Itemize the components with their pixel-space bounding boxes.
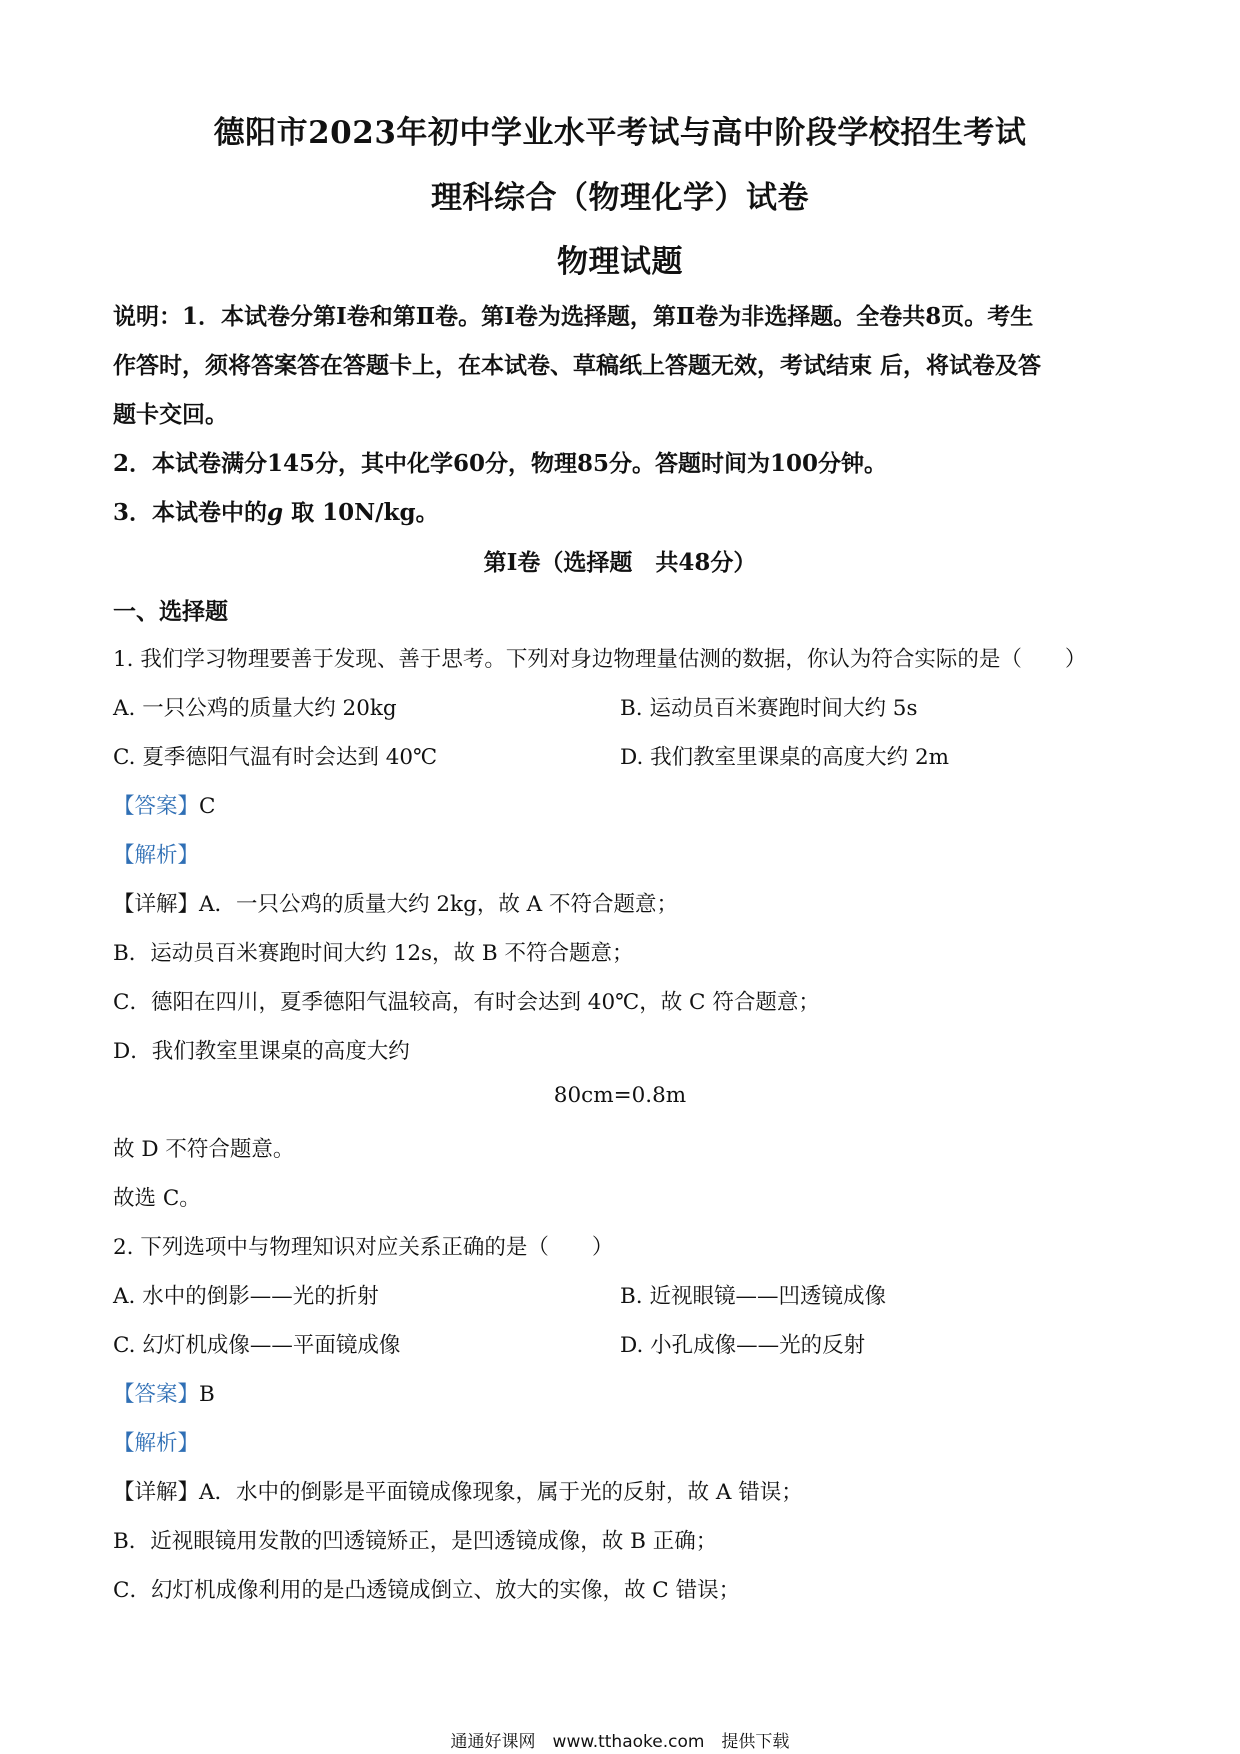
instruction-line-1: 说明：1．本试卷分第Ⅰ卷和第Ⅱ卷。第Ⅰ卷为选择题，第Ⅱ卷为非选择题。全卷共8页。考生 [113, 303, 1034, 330]
answer-tag: 【答案】 [113, 1382, 200, 1407]
question-1-stem: 1. 我们学习物理要善于发现、善于思考。下列对身边物理量估测的数据，你认为符合实际的是（ ） [113, 647, 1087, 672]
instruction-line-5 [113, 494, 1133, 527]
question-1-detail-3: C．德阳在四川，夏季德阳气温较高，有时会达到 40℃，故 C 符合题意； [113, 990, 820, 1015]
question-1-option-a: A. 一只公鸡的质量大约 20kg [113, 696, 397, 721]
answer-value: C [199, 794, 216, 819]
question-1-option-b: B. 运动员百米赛跑时间大约 5s [620, 696, 918, 721]
instruction-line-3: 题卡交回。 [113, 401, 228, 428]
question-1-detail-5: 故 D 不符合题意。 [113, 1137, 295, 1162]
detail-tag: 【详解】 [113, 1480, 200, 1505]
exam-title: 德阳市2023年初中学业水平考试与高中阶段学校招生考试 [213, 115, 1027, 151]
question-2-option-d: D. 小孔成像——光的反射 [620, 1333, 866, 1358]
question-1-detail-2: B．运动员百米赛跑时间大约 12s，故 B 不符合题意； [113, 941, 634, 966]
instruction-line-2: 作答时，须将答案答在答题卡上，在本试卷、草稿纸上答题无效，考试结束 后，将试卷及答 [113, 352, 1042, 379]
question-1-option-c: C. 夏季德阳气温有时会达到 40℃ [113, 745, 438, 770]
question-1-detail-4: D．我们教室里课桌的高度大约 [113, 1039, 410, 1064]
question-1-formula: 80cm=0.8m [553, 1083, 687, 1108]
question-1-option-d: D. 我们教室里课桌的高度大约 2m [620, 745, 950, 770]
detail-text: A．一只公鸡的质量大约 2kg，故 A 不符合题意； [199, 892, 679, 917]
exam-subtitle: 理科综合（物理化学）试卷 [431, 180, 809, 216]
part-heading: 一、选择题 [113, 598, 228, 625]
section-heading: 第Ⅰ卷（选择题 共48分） [483, 549, 757, 576]
question-2-detail-2: B．近视眼镜用发散的凹透镜矫正，是凹透镜成像，故 B 正确； [113, 1529, 718, 1554]
subject-title: 物理试题 [557, 244, 683, 280]
detail-text: A．水中的倒影是平面镜成像现象，属于光的反射，故 A 错误； [199, 1480, 803, 1505]
gravity-symbol: g [267, 499, 284, 526]
question-1-detail-1 [113, 887, 1133, 918]
answer-tag: 【答案】 [113, 794, 200, 819]
question-2-option-a: A. 水中的倒影——光的折射 [113, 1284, 379, 1309]
detail-tag: 【详解】 [113, 892, 200, 917]
question-2-answer [113, 1377, 1133, 1408]
analysis-tag: 【解析】 [113, 843, 200, 868]
answer-value: B [199, 1382, 215, 1407]
question-2-stem: 2. 下列选项中与物理知识对应关系正确的是（ ） [113, 1235, 614, 1260]
question-2-detail-3: C．幻灯机成像利用的是凸透镜成倒立、放大的实像，故 C 错误； [113, 1578, 741, 1603]
instruction-line-5-pre: 3．本试卷中的 [113, 499, 268, 526]
instruction-line-4: 2．本试卷满分145分，其中化学60分，物理85分。答题时间为100分钟。 [113, 450, 888, 477]
instruction-line-5-post: 取 10N/kg。 [283, 499, 439, 526]
question-1-detail-6: 故选 C。 [113, 1186, 201, 1211]
question-2-option-b: B. 近视眼镜——凹透镜成像 [620, 1284, 886, 1309]
page-footer: 通通好课网 www.tthaoke.com 提供下载 [450, 1732, 790, 1752]
question-1-answer [113, 789, 1133, 820]
question-2-detail-1 [113, 1475, 1133, 1506]
analysis-tag: 【解析】 [113, 1431, 200, 1456]
question-2-option-c: C. 幻灯机成像——平面镜成像 [113, 1333, 401, 1358]
